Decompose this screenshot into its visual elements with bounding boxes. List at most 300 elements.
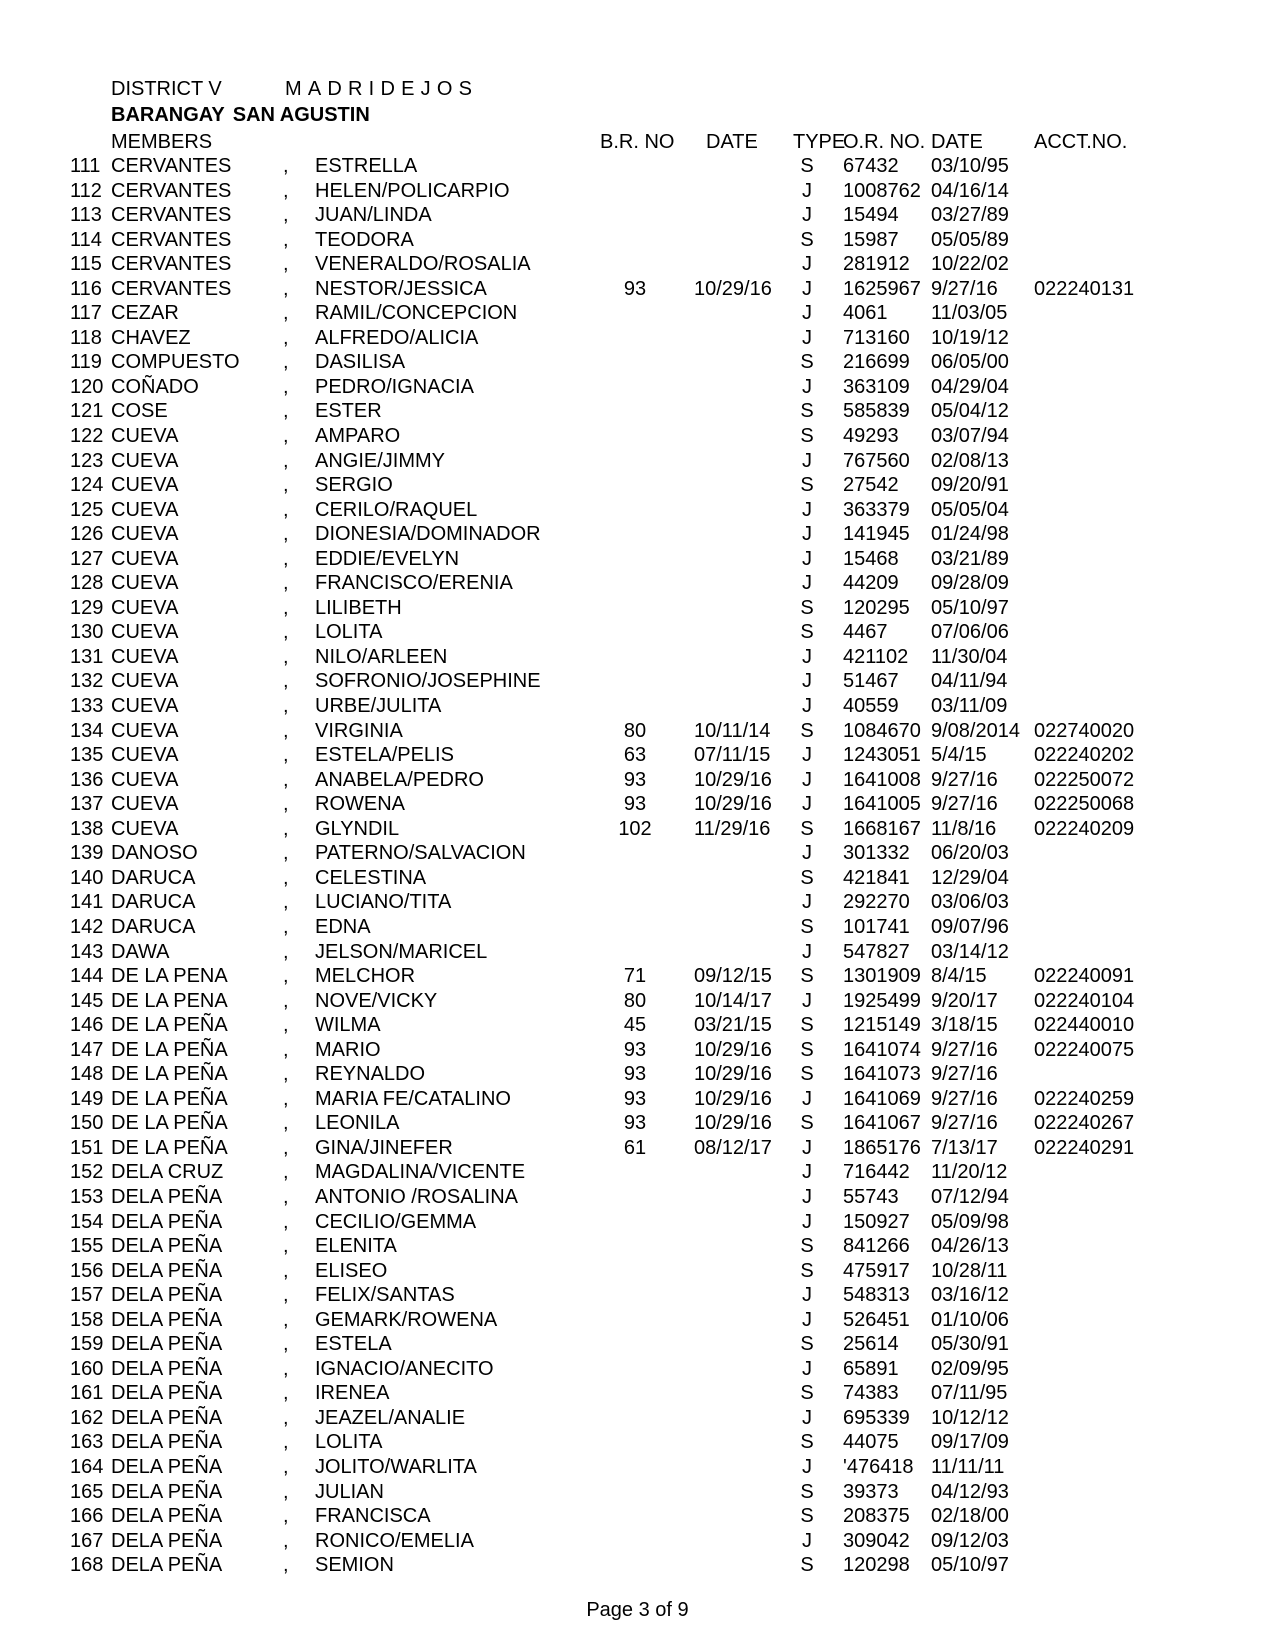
or-number: '476418 [843,1455,914,1478]
name-separator: , [283,498,289,521]
or-date: 03/06/03 [931,891,1009,914]
account-number: 022240209 [1034,817,1135,840]
membership-type: S [800,965,814,988]
membership-type: J [802,1087,812,1110]
member-number: 111 [70,155,101,177]
member-number: 144 [70,965,104,988]
member-first-names: GLYNDIL [315,817,400,840]
member-first-names: WILMA [315,1014,381,1037]
or-date: 9/27/16 [931,1063,998,1086]
name-separator: , [283,204,289,227]
member-number: 149 [70,1087,104,1110]
table-row [0,1332,1275,1357]
town-label: MADRIDEJOS [285,78,479,100]
table-row [0,154,1275,179]
br-number: 45 [623,1014,647,1037]
or-number: 1008762 [843,179,921,202]
membership-type: J [802,1161,812,1184]
or-number: 150927 [843,1210,910,1233]
member-last-name: DELA PEÑA [111,1529,223,1552]
table-row [0,1038,1275,1063]
membership-type: J [802,204,812,227]
membership-type: S [800,1480,814,1503]
or-date: 3/18/15 [931,1014,998,1037]
membership-type: S [800,1063,814,1086]
table-row [0,1504,1275,1529]
or-date: 05/09/98 [931,1210,1009,1233]
or-number: 1668167 [843,817,921,840]
member-last-name: DELA PEÑA [111,1185,223,1208]
member-first-names: DIONESIA/DOMINADOR [315,523,541,546]
name-separator: , [283,1210,289,1233]
member-first-names: CELESTINA [315,866,427,889]
member-first-names: SEMION [315,1554,394,1577]
member-first-names: LOLITA [315,1431,383,1454]
table-row [0,1553,1275,1578]
member-number: 116 [70,277,102,300]
or-number: 44209 [843,572,899,595]
member-first-names: MARIA FE/CATALINO [315,1087,511,1110]
or-number: 1925499 [843,989,921,1012]
or-number: 216699 [843,351,910,374]
member-last-name: CUEVA [111,523,179,546]
member-number: 140 [70,866,104,889]
table-row [0,915,1275,940]
or-number: 40559 [843,695,899,718]
or-number: 281912 [843,253,910,276]
member-last-name: COSE [111,400,168,423]
table-row [0,350,1275,375]
name-separator: , [283,253,289,276]
name-separator: , [283,1505,289,1528]
br-number: 93 [623,768,647,791]
or-date: 06/05/00 [931,351,1009,374]
or-number: 1865176 [843,1136,921,1159]
member-number: 152 [70,1161,104,1184]
membership-type: J [802,1406,812,1429]
name-separator: , [283,1087,289,1110]
name-separator: , [283,523,289,546]
member-last-name: CUEVA [111,425,179,448]
member-first-names: ESTRELLA [315,155,418,177]
membership-type: S [800,1505,814,1528]
member-first-names: DASILISA [315,351,406,374]
member-number: 118 [70,326,102,349]
member-last-name: DELA PEÑA [111,1431,223,1454]
or-date: 04/29/04 [931,375,1009,398]
or-date: 03/10/95 [931,155,1009,177]
membership-type: J [802,277,812,300]
name-separator: , [283,1554,289,1577]
br-date: 10/29/16 [694,1038,772,1061]
member-last-name: DARUCA [111,891,196,914]
name-separator: , [283,425,289,448]
or-date: 09/12/03 [931,1529,1009,1552]
table-row [0,498,1275,523]
member-number: 155 [70,1235,104,1258]
member-number: 117 [70,302,102,325]
or-number: 713160 [843,326,910,349]
member-number: 119 [70,351,102,374]
member-last-name: DE LA PEÑA [111,1063,228,1086]
table-row [0,1529,1275,1554]
district-label: DISTRICT V [111,78,222,100]
member-last-name: CUEVA [111,621,179,644]
name-separator: , [283,670,289,693]
member-first-names: IRENEA [315,1382,390,1405]
member-number: 131 [70,645,104,668]
account-number: 022240202 [1034,744,1135,767]
member-last-name: DELA PEÑA [111,1382,223,1405]
col-header-members: MEMBERS [111,131,213,153]
or-number: 101741 [843,915,910,938]
member-last-name: DELA PEÑA [111,1284,223,1307]
member-number: 114 [70,228,102,251]
or-date: 04/12/93 [931,1480,1009,1503]
or-date: 09/07/96 [931,915,1009,938]
member-number: 122 [70,425,104,448]
membership-type: J [802,449,812,472]
name-separator: , [283,1185,289,1208]
name-separator: , [283,842,289,865]
table-row [0,277,1275,302]
table-row [0,1480,1275,1505]
table-row [0,399,1275,424]
table-row [0,449,1275,474]
or-date: 04/26/13 [931,1235,1009,1258]
account-number: 022240075 [1034,1038,1135,1061]
account-number: 022250072 [1034,768,1135,791]
membership-type: J [802,572,812,595]
member-number: 151 [70,1136,104,1159]
membership-type: J [802,744,812,767]
member-last-name: CUEVA [111,596,179,619]
br-number: 93 [623,1063,647,1086]
membership-type: J [802,1136,812,1159]
table-row [0,203,1275,228]
member-number: 162 [70,1406,104,1429]
member-number: 156 [70,1259,104,1282]
member-number: 141 [70,891,104,914]
table-row [0,1430,1275,1455]
member-last-name: CEZAR [111,302,179,325]
name-separator: , [283,965,289,988]
member-first-names: LILIBETH [315,596,402,619]
or-date: 05/30/91 [931,1333,1009,1356]
member-number: 168 [70,1554,104,1577]
br-number: 71 [623,965,647,988]
member-last-name: CUEVA [111,744,179,767]
or-date: 5/4/15 [931,744,987,767]
membership-type: J [802,695,812,718]
member-number: 154 [70,1210,104,1233]
br-number: 61 [623,1136,647,1159]
br-date: 09/12/15 [694,965,772,988]
or-date: 03/16/12 [931,1284,1009,1307]
barangay-name: SAN AGUSTIN [232,104,370,126]
membership-type: S [800,400,814,423]
member-last-name: DE LA PEÑA [111,1087,228,1110]
member-last-name: DE LA PEÑA [111,1038,228,1061]
or-number: 51467 [843,670,899,693]
or-number: 208375 [843,1505,910,1528]
member-number: 123 [70,449,104,472]
table-row [0,792,1275,817]
member-last-name: CUEVA [111,768,179,791]
table-row [0,522,1275,547]
or-number: 1243051 [843,744,921,767]
membership-type: S [800,1431,814,1454]
table-row [0,964,1275,989]
membership-type: S [800,719,814,742]
membership-type: J [802,670,812,693]
or-number: 25614 [843,1333,899,1356]
member-number: 159 [70,1333,104,1356]
member-last-name: DARUCA [111,915,196,938]
br-date: 11/29/16 [694,817,771,840]
name-separator: , [283,645,289,668]
member-number: 124 [70,474,104,497]
member-first-names: IGNACIO/ANECITO [315,1357,494,1380]
account-number: 022240267 [1034,1112,1135,1135]
or-number: 1641008 [843,768,921,791]
membership-type: S [800,1259,814,1282]
or-number: 1641005 [843,793,921,816]
member-number: 120 [70,375,104,398]
name-separator: , [283,1063,289,1086]
br-number: 102 [618,817,652,840]
member-number: 143 [70,940,104,963]
member-first-names: GEMARK/ROWENA [315,1308,498,1331]
or-date: 05/10/97 [931,1554,1009,1577]
or-date: 09/28/09 [931,572,1009,595]
or-date: 01/10/06 [931,1308,1009,1331]
member-first-names: SOFRONIO/JOSEPHINE [315,670,541,693]
account-number: 022250068 [1034,793,1135,816]
table-row [0,1234,1275,1259]
member-last-name: CUEVA [111,449,179,472]
member-number: 145 [70,989,104,1012]
member-number: 142 [70,915,104,938]
br-number: 80 [623,719,647,742]
membership-type: S [800,474,814,497]
name-separator: , [283,1455,289,1478]
or-number: 547827 [843,940,910,963]
account-number: 022240091 [1034,965,1135,988]
or-number: 695339 [843,1406,910,1429]
table-row [0,1357,1275,1382]
member-number: 138 [70,817,104,840]
or-number: 27542 [843,474,899,497]
name-separator: , [283,1284,289,1307]
member-last-name: CUEVA [111,572,179,595]
member-number: 165 [70,1480,104,1503]
or-number: 1215149 [843,1014,921,1037]
table-row [0,1381,1275,1406]
name-separator: , [283,793,289,816]
barangay-label: BARANGAY [111,104,225,126]
member-last-name: DE LA PEÑA [111,1014,228,1037]
name-separator: , [283,277,289,300]
table-row [0,1259,1275,1284]
membership-type: J [802,547,812,570]
name-separator: , [283,1259,289,1282]
member-first-names: CECILIO/GEMMA [315,1210,477,1233]
member-number: 133 [70,695,104,718]
member-last-name: DE LA PENA [111,965,228,988]
or-date: 06/20/03 [931,842,1009,865]
table-row [0,1136,1275,1161]
members-table [0,154,1275,1578]
or-date: 05/10/97 [931,596,1009,619]
or-number: 120298 [843,1554,910,1577]
or-number: 1625967 [843,277,921,300]
member-number: 166 [70,1505,104,1528]
barangay-title [111,103,370,127]
membership-type: J [802,1210,812,1233]
membership-type: S [800,155,814,177]
name-separator: , [283,449,289,472]
member-number: 134 [70,719,104,742]
or-number: 309042 [843,1529,910,1552]
or-number: 4467 [843,621,888,644]
br-number: 63 [623,744,647,767]
member-last-name: DELA PEÑA [111,1308,223,1331]
member-last-name: CUEVA [111,547,179,570]
or-number: 716442 [843,1161,910,1184]
member-first-names: HELEN/POLICARPIO [315,179,510,202]
member-first-names: MAGDALINA/VICENTE [315,1161,526,1184]
member-last-name: DELA PEÑA [111,1333,223,1356]
or-date: 03/14/12 [931,940,1009,963]
member-first-names: CERILO/RAQUEL [315,498,478,521]
account-number: 022240104 [1034,989,1135,1012]
member-number: 157 [70,1284,104,1307]
br-number: 93 [623,1038,647,1061]
member-first-names: ELENITA [315,1235,397,1258]
table-row [0,694,1275,719]
member-last-name: CUEVA [111,817,179,840]
membership-type: S [800,228,814,251]
br-number: 93 [623,1112,647,1135]
page-number: Page 3 of 9 [586,1599,689,1621]
membership-type: S [800,1382,814,1405]
or-date: 9/27/16 [931,1112,998,1135]
br-date: 08/12/17 [694,1136,772,1159]
membership-type: J [802,1529,812,1552]
membership-type: J [802,842,812,865]
member-number: 128 [70,572,104,595]
member-first-names: ANGIE/JIMMY [315,449,446,472]
or-number: 15494 [843,204,899,227]
member-first-names: LUCIANO/TITA [315,891,452,914]
col-header-date: DATE [706,131,758,153]
member-number: 158 [70,1308,104,1331]
member-first-names: FELIX/SANTAS [315,1284,455,1307]
or-date: 07/11/95 [931,1382,1008,1405]
or-date: 10/28/11 [931,1259,1008,1282]
or-date: 9/27/16 [931,768,998,791]
or-number: 1641067 [843,1112,921,1135]
membership-type: J [802,326,812,349]
or-number: 292270 [843,891,910,914]
table-row [0,817,1275,842]
or-date: 02/08/13 [931,449,1009,472]
or-date: 04/16/14 [931,179,1009,202]
name-separator: , [283,989,289,1012]
member-last-name: DELA PEÑA [111,1505,223,1528]
table-row [0,768,1275,793]
name-separator: , [283,891,289,914]
member-number: 115 [70,253,102,276]
member-last-name: CERVANTES [111,155,232,177]
name-separator: , [283,1406,289,1429]
member-number: 136 [70,768,104,791]
member-last-name: DANOSO [111,842,198,865]
or-number: 548313 [843,1284,910,1307]
member-number: 150 [70,1112,104,1135]
member-first-names: SERGIO [315,474,393,497]
or-date: 03/27/89 [931,204,1009,227]
membership-type: S [800,1554,814,1577]
member-number: 167 [70,1529,104,1552]
br-date: 07/11/15 [694,744,771,767]
or-number: 120295 [843,596,910,619]
table-row [0,620,1275,645]
member-first-names: VIRGINIA [315,719,403,742]
member-last-name: CUEVA [111,645,179,668]
or-date: 09/20/91 [931,474,1009,497]
or-number: 363379 [843,498,910,521]
name-separator: , [283,400,289,423]
member-last-name: DELA PEÑA [111,1259,223,1282]
or-date: 10/19/12 [931,326,1009,349]
or-number: 15987 [843,228,899,251]
or-date: 9/27/16 [931,793,998,816]
membership-type: J [802,1308,812,1331]
account-number: 022240291 [1034,1136,1135,1159]
table-row [0,547,1275,572]
member-first-names: ANTONIO /ROSALINA [315,1185,519,1208]
col-header-or-date: DATE [931,131,983,153]
or-number: 526451 [843,1308,910,1331]
member-last-name: CUEVA [111,498,179,521]
table-row [0,989,1275,1014]
or-date: 02/18/00 [931,1505,1009,1528]
name-separator: , [283,474,289,497]
member-last-name: DELA PEÑA [111,1455,223,1478]
member-first-names: ROWENA [315,793,405,816]
table-row [0,301,1275,326]
table-row [0,1283,1275,1308]
table-row [0,252,1275,277]
table-row [0,1210,1275,1235]
membership-type: S [800,1038,814,1061]
table-row [0,1087,1275,1112]
name-separator: , [283,621,289,644]
member-last-name: CERVANTES [111,277,232,300]
member-number: 164 [70,1455,104,1478]
member-first-names: EDNA [315,915,371,938]
member-last-name: CERVANTES [111,204,232,227]
br-date: 03/21/15 [694,1014,772,1037]
br-date: 10/29/16 [694,793,772,816]
table-row [0,326,1275,351]
membership-type: S [800,817,814,840]
or-number: 841266 [843,1235,910,1258]
or-date: 03/21/89 [931,547,1009,570]
or-date: 09/17/09 [931,1431,1009,1454]
